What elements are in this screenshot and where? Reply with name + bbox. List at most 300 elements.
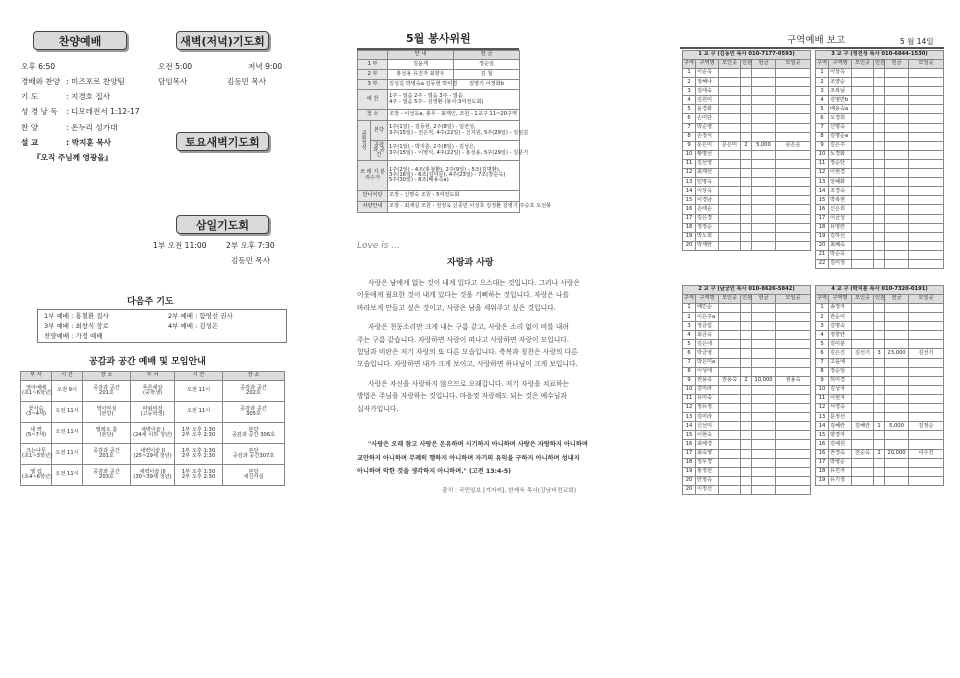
order-label: 설 교 — [21, 138, 39, 147]
district-cell — [719, 178, 741, 187]
district-cell — [874, 304, 885, 313]
district-cell — [909, 96, 944, 105]
district-cell — [776, 178, 811, 187]
space-cell: 공감과 공간 201호 — [83, 381, 131, 402]
duty-detail: 조장 - 이성옥a, 총무 - 최재인, 조원 - 1교구 11~20구역 — [388, 110, 520, 121]
district-cell: 17 — [683, 449, 696, 458]
district-cell: 홍정원 — [696, 467, 719, 476]
district-cell: 7 — [683, 358, 696, 367]
district-cell: 김혜란 — [829, 422, 852, 431]
district-row — [816, 449, 944, 458]
district-cell: 임혜화 — [829, 178, 852, 187]
district-cell — [852, 367, 874, 376]
district-col-head: 모일곳 — [776, 295, 811, 304]
district-cell — [874, 69, 885, 78]
district-cell: 조경숙 — [829, 187, 852, 196]
district-cell — [752, 123, 776, 132]
district-cell: 김은애 — [696, 340, 719, 349]
district-cell — [852, 223, 874, 232]
district-cell — [741, 385, 752, 394]
dawn-leader-role: 담임목사 — [158, 77, 188, 86]
district-cell — [719, 349, 741, 358]
space-cell: 본당 공감과 공간 306호 — [223, 423, 285, 444]
district-cell — [719, 313, 741, 322]
district-cell: 2 — [683, 78, 696, 87]
space-cell: 꽃사슴 (3~4세) — [21, 402, 52, 423]
district-cell — [885, 241, 909, 250]
district-row — [816, 385, 944, 394]
district-cell: 5 — [683, 105, 696, 114]
district-cell — [719, 331, 741, 340]
district-row — [683, 331, 811, 340]
district-cell: 21 — [816, 250, 829, 259]
district-cell — [909, 150, 944, 159]
space-cell: 공감과 공간 203호 — [83, 465, 131, 486]
district-cell — [852, 250, 874, 259]
district-cell — [776, 132, 811, 141]
space-cell: 크는나무 (초1~3학년) — [21, 444, 52, 465]
district-cell — [885, 132, 909, 141]
district-cell: 이정선 — [696, 485, 719, 494]
district-cell: 16 — [816, 205, 829, 214]
order-value: : 지경호 집사 — [66, 92, 111, 101]
district-cell: 19 — [683, 467, 696, 476]
worship-title: 찬양예배 — [33, 31, 127, 50]
district-cell — [852, 385, 874, 394]
district-cell: 배민순 — [696, 304, 719, 313]
report-date: 5 월 14일 — [900, 37, 934, 46]
district-cell: 노경화 — [829, 150, 852, 159]
district-cell — [741, 232, 752, 241]
district-cell — [741, 169, 752, 178]
district-cell: 13 — [816, 413, 829, 422]
district-cell — [741, 422, 752, 431]
district-cell: 11 — [683, 394, 696, 403]
district-cell — [741, 205, 752, 214]
service-label: 2 부 — [358, 70, 388, 80]
district-cell — [852, 205, 874, 214]
district-row — [683, 449, 811, 458]
district-cell — [874, 431, 885, 440]
district-cell — [909, 169, 944, 178]
district-cell — [719, 105, 741, 114]
district-cell — [885, 69, 909, 78]
district-cell: 14 — [816, 422, 829, 431]
district-cell — [741, 322, 752, 331]
district-cell — [909, 114, 944, 123]
district-cell — [909, 159, 944, 168]
district-cell — [885, 313, 909, 322]
district-cell — [852, 87, 874, 96]
district-cell — [776, 413, 811, 422]
district-cell — [719, 196, 741, 205]
district-cell — [885, 250, 909, 259]
district-row — [683, 385, 811, 394]
space-cell: 새벽이슬 I (24세 이하 청년) — [131, 423, 175, 444]
district-cell — [741, 114, 752, 123]
district-cell — [852, 413, 874, 422]
district-cell — [776, 96, 811, 105]
duty-label: 만나식당 — [358, 191, 388, 202]
district-cell — [752, 394, 776, 403]
space-cell: 공감과 공간 202호 — [223, 381, 285, 402]
district-cell: 김미정 — [829, 259, 852, 268]
district-cell — [874, 476, 885, 485]
district-cell — [874, 78, 885, 87]
district-row — [683, 214, 811, 223]
district-cell: 3 — [816, 87, 829, 96]
district-row — [816, 69, 944, 78]
district-cell — [874, 358, 885, 367]
service-row — [358, 70, 520, 80]
district-row — [816, 241, 944, 250]
district-cell — [741, 413, 752, 422]
space-head: 부 서 — [131, 372, 175, 381]
district-cell — [719, 476, 741, 485]
district-cell: 박노희 — [696, 232, 719, 241]
district-cell — [752, 404, 776, 413]
district-cell: 이금성 — [829, 214, 852, 223]
district-cell — [776, 349, 811, 358]
district-cell — [885, 259, 909, 268]
district-cell — [776, 187, 811, 196]
district-cell: 15 — [816, 431, 829, 440]
district-cell: 4 — [816, 96, 829, 105]
district-col-head: 모인곳 — [852, 60, 874, 69]
district-rule — [680, 47, 944, 49]
district-cell — [885, 114, 909, 123]
district-cell: 김미라 — [696, 385, 719, 394]
district-col-head: 인원 — [874, 295, 885, 304]
district-cell: 유미숙 — [696, 394, 719, 403]
district-cell — [752, 132, 776, 141]
district-cell — [741, 78, 752, 87]
district-cell — [885, 331, 909, 340]
district-cell — [885, 78, 909, 87]
prayer-box — [37, 309, 287, 343]
district-cell — [874, 141, 885, 150]
district-cell: 김정순 — [909, 422, 944, 431]
district-cell: 18 — [683, 458, 696, 467]
district-cell: 손태순 — [696, 205, 719, 214]
district-cell — [909, 476, 944, 485]
district-col-head: 모일곳 — [909, 295, 944, 304]
duty-detail: 1주(1일) - 박지훈, 2주(8일) - 김성은, 3주(15일) - 이병식, 4주(22일) - 홍성용, 5주(29일) - 김문기 — [388, 141, 520, 161]
district-cell — [909, 322, 944, 331]
district-table — [682, 285, 811, 495]
district-cell: 9 — [683, 376, 696, 385]
district-cell — [752, 205, 776, 214]
district-cell — [885, 232, 909, 241]
district-cell — [741, 431, 752, 440]
district-cell: 3 — [816, 322, 829, 331]
district-cell — [719, 440, 741, 449]
district-cell: 5 — [816, 340, 829, 349]
district-col-head: 구역 — [683, 60, 696, 69]
district-cell — [909, 223, 944, 232]
district-cell: 허미경 — [829, 376, 852, 385]
district-cell — [752, 87, 776, 96]
district-col-head: 구역 — [816, 60, 829, 69]
district-row — [816, 223, 944, 232]
district-cell: 안영숙 — [696, 476, 719, 485]
district-cell — [909, 69, 944, 78]
district-cell: 이현자 — [829, 394, 852, 403]
district-cell: 김미분 — [829, 340, 852, 349]
district-row — [683, 114, 811, 123]
district-cell: 9 — [816, 376, 829, 385]
district-cell — [741, 358, 752, 367]
space-head: 시 간 — [175, 372, 223, 381]
district-cell — [874, 241, 885, 250]
volunteer-head: 헌 금 — [454, 51, 520, 60]
district-cell — [909, 241, 944, 250]
district-cell — [741, 69, 752, 78]
district-cell — [719, 422, 741, 431]
district-cell: 정순임 — [829, 367, 852, 376]
district-cell — [909, 367, 944, 376]
district-cell — [719, 223, 741, 232]
love-header: Love is ... — [357, 241, 400, 251]
district-cell — [909, 467, 944, 476]
district-cell: 20 — [683, 485, 696, 494]
district-cell: 정향란 — [829, 331, 852, 340]
district-row — [816, 422, 944, 431]
district-cell — [776, 404, 811, 413]
district-cell — [885, 467, 909, 476]
district-cell — [719, 69, 741, 78]
district-cell — [909, 340, 944, 349]
district-cell: 2 — [741, 141, 752, 150]
district-col-head: 헌금 — [885, 60, 909, 69]
district-cell: 이성애 — [696, 367, 719, 376]
district-cell — [741, 304, 752, 313]
district-cell: 문은미 — [719, 141, 741, 150]
district-row — [816, 105, 944, 114]
district-cell: 11 — [816, 394, 829, 403]
district-row — [816, 169, 944, 178]
district-cell — [752, 96, 776, 105]
district-cell — [776, 467, 811, 476]
district-cell: 정우경 — [696, 458, 719, 467]
district-row — [816, 187, 944, 196]
district-cell — [852, 150, 874, 159]
district-cell — [885, 169, 909, 178]
district-cell — [776, 114, 811, 123]
district-cell: 9 — [683, 141, 696, 150]
district-cell: 14 — [683, 422, 696, 431]
district-cell — [719, 114, 741, 123]
district-cell: 23,000 — [885, 349, 909, 358]
district-col-head: 헌금 — [752, 295, 776, 304]
district-cell — [719, 241, 741, 250]
district-cell — [776, 150, 811, 159]
district-cell: 전순옥 — [852, 449, 874, 458]
district-cell: 박금영 — [696, 349, 719, 358]
wed-title: 삼일기도회 — [176, 215, 269, 234]
district-cell — [874, 404, 885, 413]
space-cell: 엘 림 (초4~6학년) — [21, 465, 52, 486]
district-cell — [776, 358, 811, 367]
district-cell: 손미단 — [696, 114, 719, 123]
district-cell — [874, 458, 885, 467]
district-cell: 송정자 — [829, 304, 852, 313]
prayer-item: 3부 예배 : 최창식 장로 — [44, 322, 109, 330]
district-cell — [752, 196, 776, 205]
district-col-head: 인원 — [741, 295, 752, 304]
district-cell — [776, 159, 811, 168]
district-row — [816, 178, 944, 187]
district-cell: 13 — [816, 178, 829, 187]
space-cell: 본당 공감과 공간307호 — [223, 444, 285, 465]
district-cell — [776, 331, 811, 340]
district-cell: 6 — [816, 349, 829, 358]
district-cell: 김태숙 — [696, 87, 719, 96]
duty-row — [358, 202, 520, 213]
space-row — [21, 402, 285, 423]
district-cell — [741, 331, 752, 340]
district-cell — [752, 358, 776, 367]
district-cell — [909, 250, 944, 259]
district-cell: 12 — [683, 404, 696, 413]
district-group-label: 4 교 구 (박지훈 목사 010-7320-0191) — [816, 286, 944, 295]
district-cell — [909, 413, 944, 422]
space-cell: 1부 오후 1:30 2부 오후 2:30 — [175, 423, 223, 444]
district-row — [683, 196, 811, 205]
district-row — [683, 358, 811, 367]
district-cell: 김명숙 — [829, 322, 852, 331]
district-cell: 19 — [816, 476, 829, 485]
district-cell: 22 — [816, 259, 829, 268]
district-row — [816, 322, 944, 331]
district-cell — [741, 440, 752, 449]
district-cell: 5 — [816, 105, 829, 114]
district-cell — [885, 214, 909, 223]
district-cell — [719, 467, 741, 476]
district-cell — [852, 241, 874, 250]
district-cell — [752, 322, 776, 331]
district-row — [683, 187, 811, 196]
district-cell: 손정식 — [696, 132, 719, 141]
district-cell: 14 — [683, 187, 696, 196]
space-head: 장 소 — [223, 372, 285, 381]
district-cell — [874, 232, 885, 241]
district-cell: 10 — [683, 385, 696, 394]
duty-row — [358, 110, 520, 121]
district-cell — [852, 304, 874, 313]
district-cell — [776, 223, 811, 232]
duty-row — [358, 141, 520, 161]
district-cell: 2 — [874, 449, 885, 458]
district-cell: 2 — [816, 78, 829, 87]
district-row — [683, 367, 811, 376]
district-row — [816, 304, 944, 313]
district-cell: 신선미 — [696, 422, 719, 431]
district-cell: 김선기 — [852, 349, 874, 358]
space-cell: 오전 11시 — [175, 402, 223, 423]
space-cell: 오전 9시 — [52, 381, 83, 402]
district-cell: 17 — [683, 214, 696, 223]
order-value: : 온누리 성가대 — [66, 123, 118, 132]
district-cell — [741, 313, 752, 322]
district-cell — [874, 205, 885, 214]
district-cell: 권용숙 — [776, 376, 811, 385]
district-cell: 10,000 — [752, 376, 776, 385]
district-cell — [874, 385, 885, 394]
district-cell — [909, 376, 944, 385]
district-cell — [752, 178, 776, 187]
district-cell: 권용숙 — [719, 376, 741, 385]
district-cell: 10 — [816, 150, 829, 159]
district-cell — [852, 232, 874, 241]
district-col-head: 구역명 — [696, 295, 719, 304]
service-label: 1 부 — [358, 60, 388, 70]
district-cell: 17 — [816, 214, 829, 223]
district-cell — [874, 123, 885, 132]
service-label: 3 부 — [358, 80, 388, 90]
district-row — [683, 205, 811, 214]
space-cell: 푸른세상 (중학생) — [131, 381, 175, 402]
district-cell — [752, 223, 776, 232]
district-cell — [909, 78, 944, 87]
district-cell: 김선기 — [909, 349, 944, 358]
district-col-head: 인원 — [741, 60, 752, 69]
district-cell — [752, 449, 776, 458]
district-cell — [719, 214, 741, 223]
district-cell — [852, 340, 874, 349]
paragraph: 자랑은 천둥소리만 크게 내는 구름 같고, 사랑은 소리 없이 비를 내려 주는 구름 같습니다. 자랑하면 사랑이 떠나고 사랑하면 자랑이 모입니다. 험담과 비판은 저기 자랑의 또 다른 모습입니다. 축복과 칭찬은 사랑의 다른 모습입니다. 자랑하면 내가 크게 보이고, 사랑하면 하나님이 크게 보입니다. — [357, 323, 578, 369]
district-row — [816, 150, 944, 159]
district-cell: 박병순 — [829, 458, 852, 467]
district-cell — [885, 385, 909, 394]
district-row — [683, 431, 811, 440]
district-cell — [741, 476, 752, 485]
district-cell — [885, 87, 909, 96]
district-cell: 5,000 — [885, 422, 909, 431]
volunteer-title: 5월 봉사위원 — [406, 32, 471, 45]
district-col-head: 인원 — [874, 60, 885, 69]
district-cell: 8 — [816, 367, 829, 376]
district-cell: 김성자 — [829, 385, 852, 394]
district-cell: 서경숙 — [829, 404, 852, 413]
district-cell — [752, 304, 776, 313]
district-cell: 김명만b — [829, 96, 852, 105]
district-row — [683, 169, 811, 178]
wed-time-2: 2부 오후 7:30 — [226, 241, 275, 250]
district-cell — [776, 205, 811, 214]
worship-time: 오후 6:50 — [21, 62, 56, 71]
space-cell: 새벽이슬 III (30~39세 청년) — [131, 465, 175, 486]
district-cell — [885, 404, 909, 413]
district-row — [816, 413, 944, 422]
district-cell — [752, 413, 776, 422]
district-cell — [741, 394, 752, 403]
district-cell — [719, 187, 741, 196]
prayer-item: 2부 예배 : 함영선 권사 — [168, 312, 233, 320]
district-cell — [741, 223, 752, 232]
district-table — [815, 285, 944, 486]
district-cell — [719, 367, 741, 376]
district-row — [816, 440, 944, 449]
volunteer-head-blank — [358, 51, 388, 60]
district-cell: 16 — [683, 205, 696, 214]
space-table — [20, 371, 285, 486]
district-col-head: 구역 — [816, 295, 829, 304]
duty-label: 애 찬 — [358, 90, 388, 110]
district-cell: 19 — [816, 232, 829, 241]
district-cell — [752, 340, 776, 349]
district-cell: 5 — [683, 340, 696, 349]
